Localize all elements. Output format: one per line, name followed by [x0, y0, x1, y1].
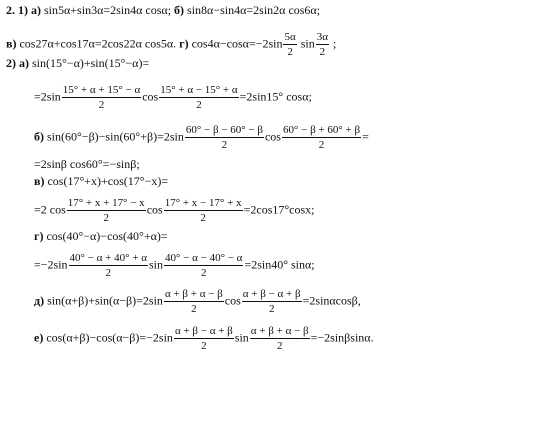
- item-label: г): [179, 36, 192, 51]
- formula-text: cos(α+β)−cos(α−β)=−2sin: [46, 330, 173, 345]
- item-label: 2) а): [6, 56, 32, 70]
- fraction-denominator: 2: [319, 46, 326, 58]
- fraction: [250, 325, 310, 352]
- formula-text: sin(15°−α)+sin(15°−α)=: [32, 56, 150, 70]
- formula-text: cos27α+cos17α=2cos22α cos5α.: [19, 36, 180, 51]
- formula-text: sin(α+β)+sin(α−β)=2sin: [47, 293, 163, 308]
- fraction-numerator: α + β + α − β: [250, 325, 309, 337]
- fraction-denominator: 2: [200, 212, 206, 224]
- fraction-numerator: 17° + x + 17° − x: [67, 197, 145, 209]
- item-label: в): [6, 36, 20, 51]
- formula-text: sin: [148, 257, 163, 272]
- formula-text: cos: [146, 202, 163, 217]
- fraction-numerator: 5α: [284, 31, 296, 43]
- fraction-denominator: 2: [103, 212, 109, 224]
- fraction-denominator: 2: [276, 340, 283, 352]
- fraction: [316, 31, 329, 58]
- fraction-numerator: 40° − α − 40° − α: [165, 252, 243, 264]
- fraction: [164, 288, 224, 315]
- formula-text: =2sinαcosβ,: [302, 293, 361, 308]
- fraction: [159, 84, 238, 111]
- fraction: [69, 252, 148, 279]
- fraction: [242, 288, 302, 315]
- formula-text: =−2sin: [34, 257, 68, 272]
- fraction: [283, 31, 296, 58]
- formula-line: [34, 84, 312, 111]
- fraction-numerator: 15° + α + 15° − α: [62, 84, 141, 96]
- formula-text: sin: [234, 330, 249, 345]
- fraction-denominator: 2: [268, 303, 275, 315]
- item-label: е): [34, 330, 47, 345]
- fraction-numerator: 17° + x − 17° + x: [164, 197, 242, 209]
- fraction-denominator: 2: [105, 267, 112, 279]
- formula-text: cos: [264, 129, 281, 144]
- item-label: б): [174, 3, 188, 17]
- formula-text: =2cos17°cosx;: [243, 202, 315, 217]
- formula-text: sin: [297, 36, 315, 51]
- fraction: [67, 197, 146, 224]
- formula-text: ;: [330, 36, 337, 51]
- item-label: б): [34, 129, 47, 144]
- fraction-numerator: 3α: [316, 31, 329, 43]
- formula-line: [6, 31, 336, 58]
- formula-text: cos: [224, 293, 241, 308]
- formula-line: [6, 4, 320, 17]
- fraction: [62, 84, 141, 111]
- fraction: [282, 124, 361, 151]
- item-label: 2. 1) а): [6, 3, 44, 17]
- formula-text: cos(17°+x)+cos(17°−x)=: [47, 174, 169, 188]
- fraction-denominator: 2: [200, 267, 207, 279]
- formula-line: [34, 230, 168, 243]
- fraction-denominator: 2: [191, 303, 197, 315]
- fraction: [185, 124, 264, 151]
- item-label: д): [34, 293, 48, 308]
- fraction-numerator: 60° − β − 60° − β: [185, 124, 263, 136]
- formula-line: [34, 197, 315, 224]
- fraction-numerator: α + β − α + β: [242, 288, 301, 300]
- formula-line: [34, 158, 140, 171]
- formula-text: =2sin: [34, 89, 61, 104]
- formula-text: =2 cos: [34, 202, 66, 217]
- item-label: г): [34, 229, 47, 243]
- formula-text: =−2sinβsinα.: [310, 330, 374, 345]
- formula-text: sin(60°−β)−sin(60°+β)=2sin: [47, 129, 184, 144]
- formula-text: =2sin40° sinα;: [244, 257, 315, 272]
- formula-line: [34, 175, 168, 188]
- fraction-denominator: 2: [287, 46, 293, 58]
- fraction-numerator: 40° − α + 40° + α: [69, 252, 147, 264]
- formula-line: [34, 288, 361, 315]
- formula-text: cos4α−cosα=−2sin: [191, 36, 283, 51]
- fraction: [174, 325, 234, 352]
- fraction-numerator: α + β + α − β: [164, 288, 223, 300]
- item-label: в): [34, 174, 48, 188]
- fraction-denominator: 2: [318, 139, 325, 151]
- fraction-denominator: 2: [98, 99, 105, 111]
- fraction-denominator: 2: [196, 99, 202, 111]
- formula-text: =: [362, 129, 369, 144]
- fraction-denominator: 2: [201, 340, 207, 352]
- formula-text: cos: [142, 89, 159, 104]
- fraction-numerator: 60° − β + 60° + β: [282, 124, 361, 136]
- formula-line: [34, 124, 369, 151]
- formula-text: sin8α−sin4α=2sin2α cos6α;: [187, 3, 321, 17]
- formula-text: =2sinβ cos60°=−sinβ;: [34, 157, 140, 171]
- fraction-denominator: 2: [221, 139, 228, 151]
- formula-line: [6, 57, 149, 70]
- formula-line: [34, 252, 315, 279]
- fraction-numerator: α + β − α + β: [174, 325, 233, 337]
- fraction: [164, 197, 243, 224]
- formula-line: [34, 325, 374, 352]
- fraction: [164, 252, 243, 279]
- formula-text: =2sin15° cosα;: [239, 89, 312, 104]
- formula-text: cos(40°−α)−cos(40°+α)=: [46, 229, 168, 243]
- fraction-numerator: 15° + α − 15° + α: [160, 84, 238, 96]
- formula-text: sin5α+sin3α=2sin4α cosα;: [44, 3, 175, 17]
